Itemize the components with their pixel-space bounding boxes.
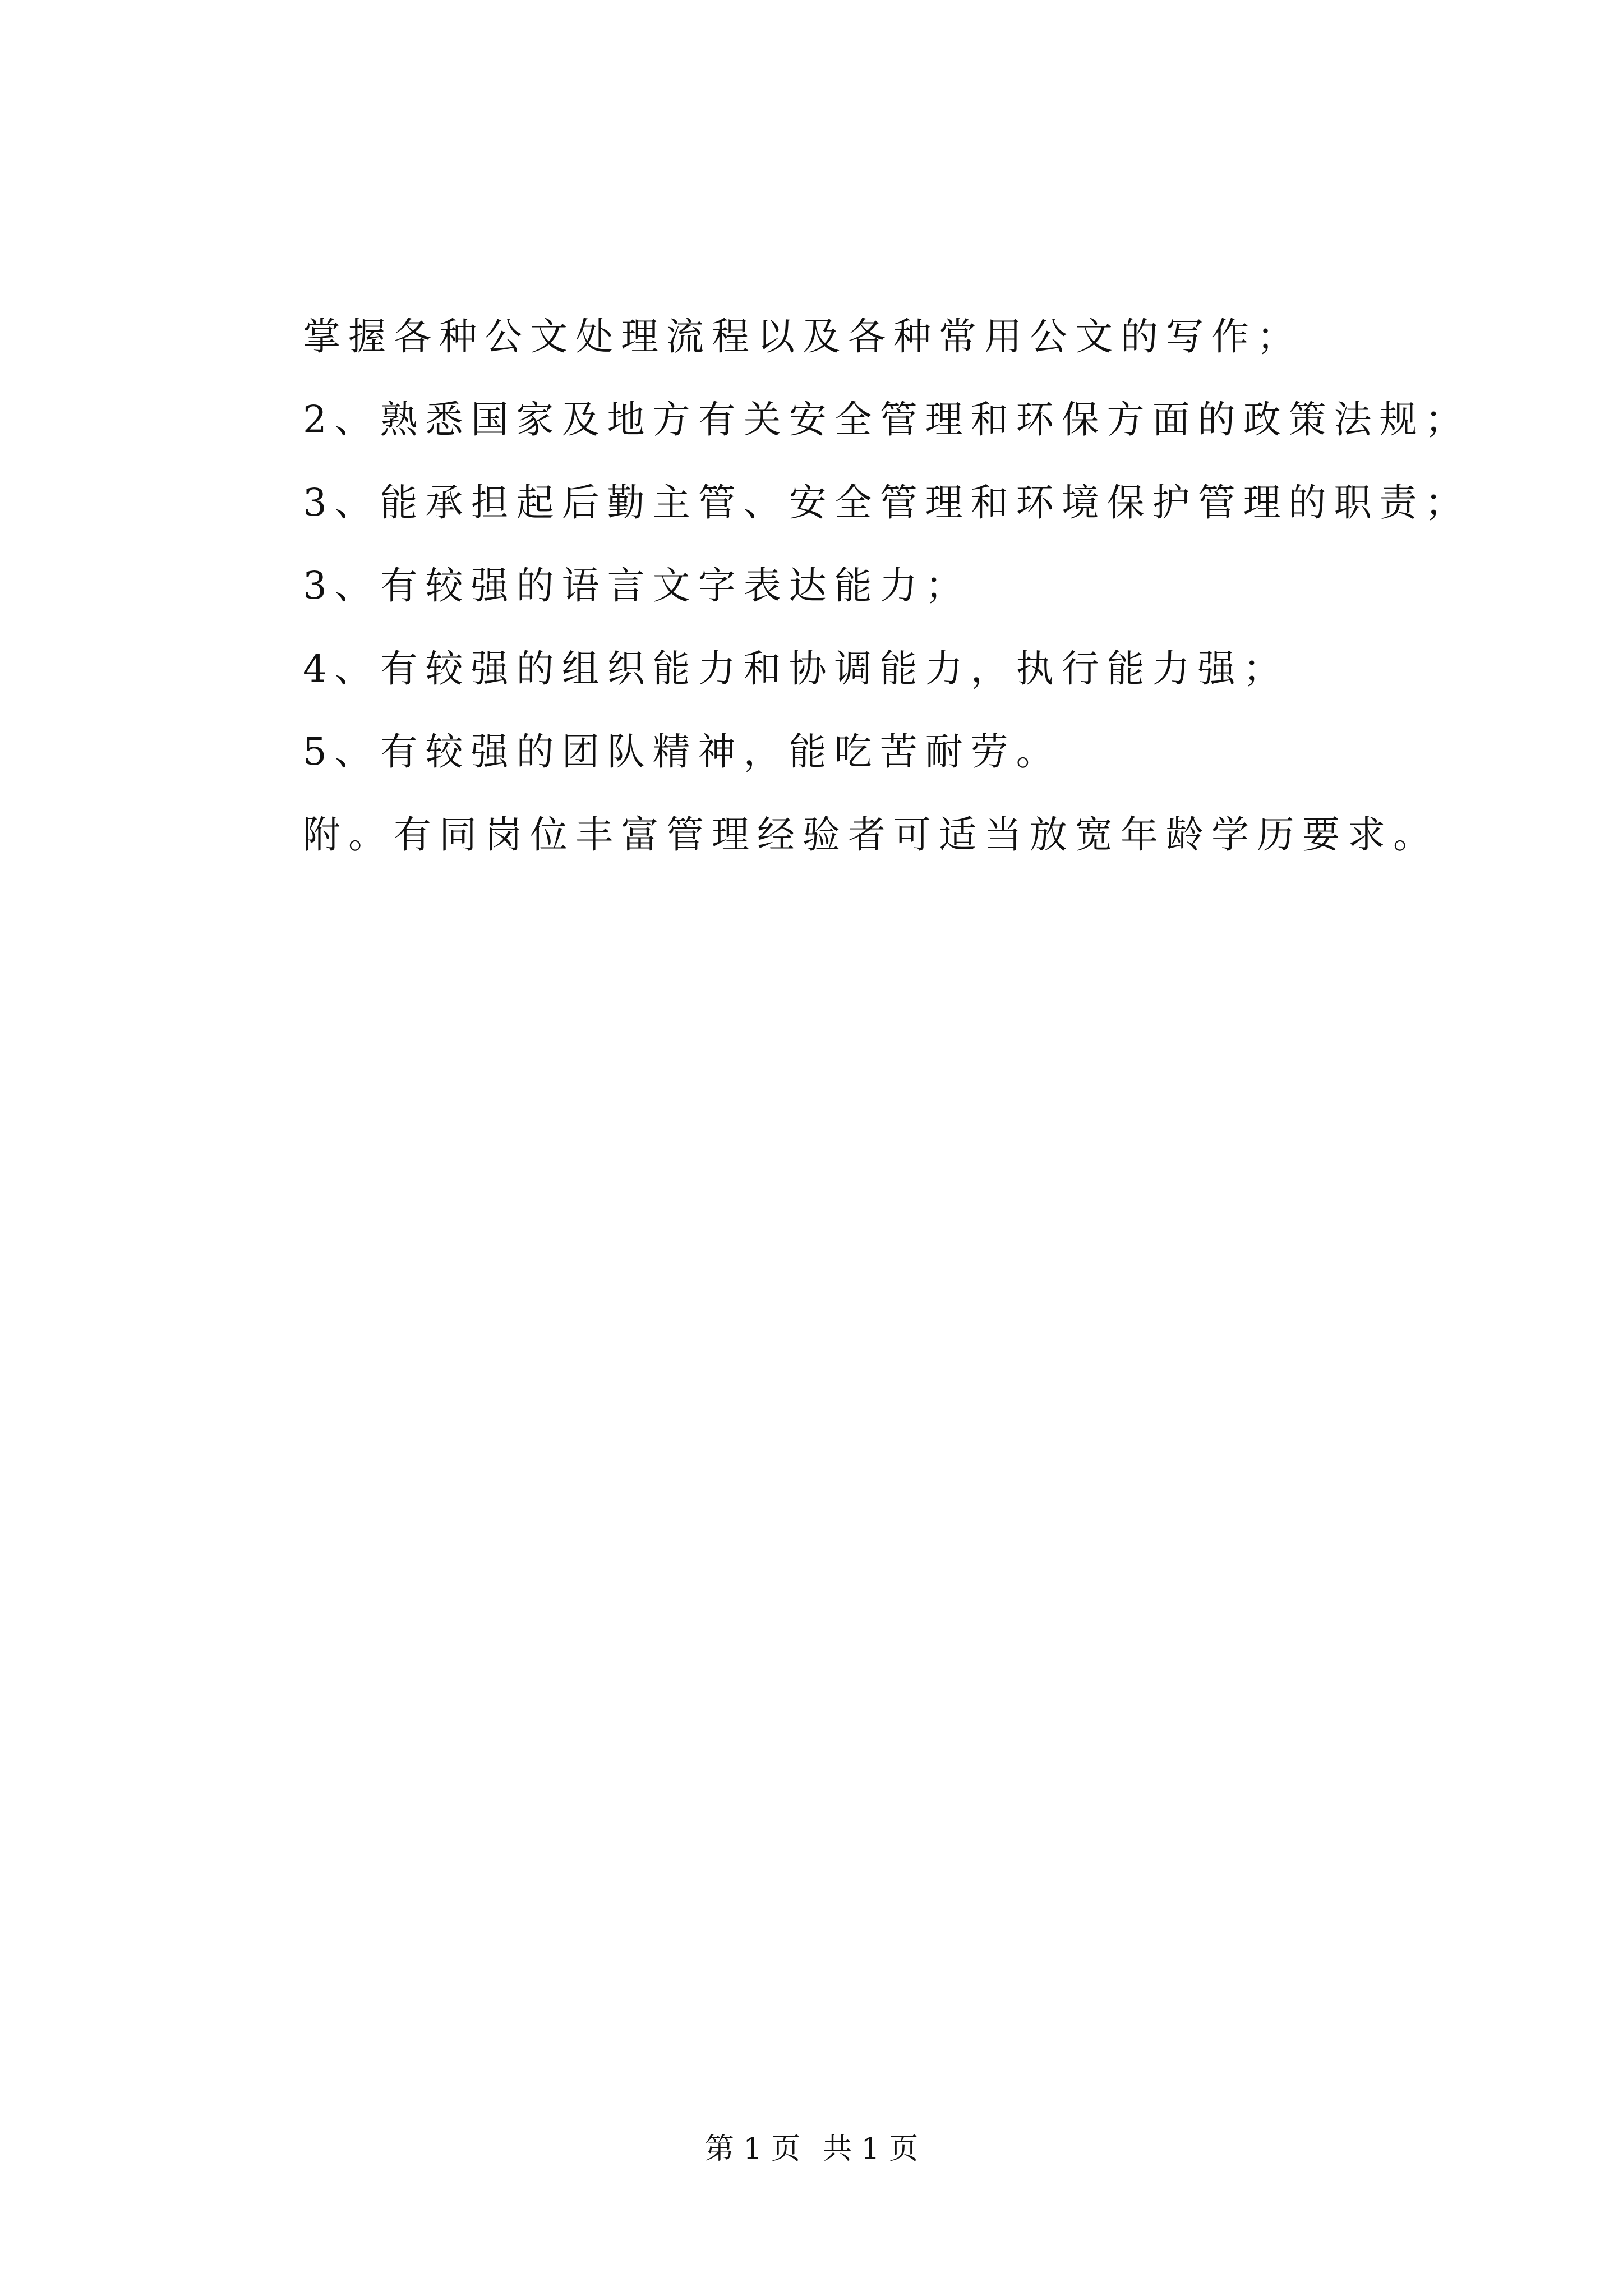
body-line: 掌握各种公文处理流程以及各种常用公文的写作； <box>303 315 1302 358</box>
body-line: 2、熟悉国家及地方有关安全管理和环保方面的政策法规； <box>303 398 1470 441</box>
body-line: 附。有同岗位丰富管理经验者可适当放宽年龄学历要求。 <box>303 813 1438 857</box>
page-number: 第 1 页 <box>704 2132 800 2166</box>
body-line: 4、有较强的组织能力和协调能力，执行能力强； <box>303 647 1289 691</box>
document-body <box>303 307 1470 889</box>
page-footer <box>0 2129 1623 2169</box>
body-line: 3、有较强的语言文字表达能力； <box>303 564 971 608</box>
page-total: 共 1 页 <box>823 2132 919 2166</box>
body-line: 5、有较强的团队精神，能吃苦耐劳。 <box>303 730 1062 774</box>
body-line: 3、能承担起后勤主管、安全管理和环境保护管理的职责； <box>303 481 1470 524</box>
